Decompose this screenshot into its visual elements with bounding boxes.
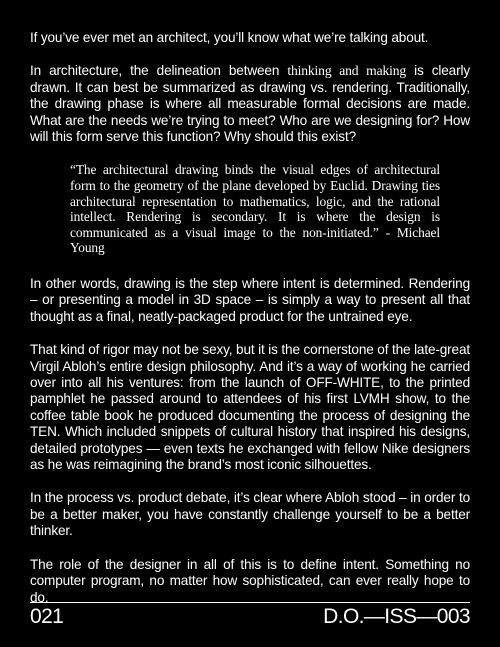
paragraph-abloh: That kind of rigor may not be sexy, but it is the cornerstone of the late-great Virgil Abloh’s entire design philosophy. And it’s a way of working he carried over into all his ventures: from the launch of OFF-WHITE, to the printed pamphlet he passed around to attendees of his first LVMH show, to the coffee table book he produced documenting the process of designing the TEN. Which included snippets of cultural history that inspired his designs, detailed prototypes — even texts he exchanged with fellow Nike designers as he was reimagining the brand’s most iconic silhouettes. (30, 342, 470, 473)
paragraph-role-of-designer: The role of the designer in all of this is to define intent. Something no computer program, no matter how sophisticated, can ever really hope to do. (30, 556, 470, 605)
paragraph-delineation (30, 63, 470, 145)
page-footer (30, 604, 470, 630)
term-and: and (331, 63, 367, 79)
paragraph-intent: In other words, drawing is the step where intent is determined. Rendering – or presenting a model in 3D space – is simply a way to present all that thought as a final, neatly-packaged product for the untrained eye. (30, 276, 470, 324)
paragraph-delineation-after: is clearly drawn. It can best be summarized as drawing vs. rendering. Traditionally, the drawing phase is where all measurable formal decisions are made. What are the needs we’re trying to meet? Who are we designing for? How will this form serve this function? Why should this exist? (30, 63, 470, 145)
footer-divider (30, 602, 470, 603)
issue-label: D.O.—ISS—003 (323, 605, 470, 628)
term-making: making (366, 63, 407, 79)
term-thinking: thinking (287, 63, 332, 79)
page-number: 021 (30, 605, 64, 628)
paragraph-delineation-before: In architecture, the delineation between (30, 63, 288, 79)
paragraph-intro: If you’ve ever met an architect, you’ll know what we’re talking about. (30, 30, 429, 45)
block-quote-michael-young: “The architectural drawing binds the visual edges of architectural form to the geometry of the plane developed by Euclid. Drawing ties architectural representation to mathematics, logic, and the rational intellect. Rendering is secondary. It is where the design is communicated as a visual image to the non-initiated.” - Michael Young (70, 162, 440, 256)
article-body (30, 30, 470, 623)
paragraph-process-vs-product: In the process vs. product debate, it’s clear where Abloh stood – in order to be a better maker, you have constantly challenge yourself to be a better thinker. (30, 490, 470, 539)
